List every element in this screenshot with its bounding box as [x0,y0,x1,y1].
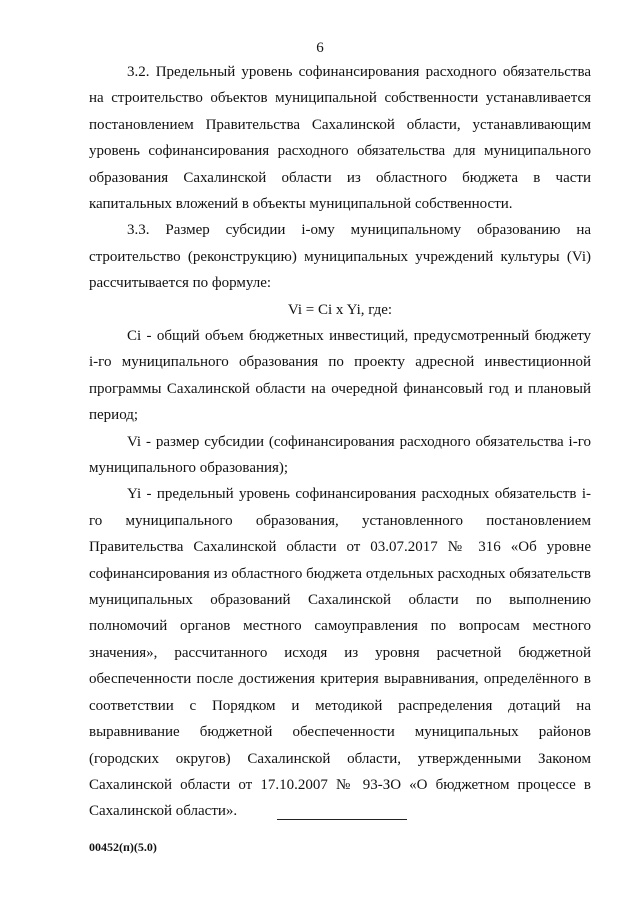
page-number: 6 [316,40,324,56]
paragraph-3-3: 3.3. Размер субсидии i-ому муниципальному образованию на строительство (реконструкцию) муниципальных учреждений культуры (Vi) рассчитывается по формуле: [89,222,591,292]
definition-ci: Ci - общий объем бюджетных инвестиций, предусмотренный бюджету i-го муниципального образования по проекту адресной инвестиционной программы Сахалинской области на очередной финансовый год и плановый период; [89,328,591,424]
formula-definitions [89,323,591,825]
subsidy-formula: Vi = Ci x Yi, где: [287,301,393,318]
paragraph-3-2: 3.2. Предельный уровень софинансирования расходного обязательства на строительство объектов муниципальной собственности устанавливается постановлением Правительства Сахалинской области, устанавливающим уровень софинансирования расходного обязательства для муниципального образования Сахалинской области из областного бюджета в части капитальных вложений в объекты муниципальной собственности. [89,64,591,213]
definition-yi: Yi - предельный уровень софинансирования расходных обязательств i-го муниципального образования, установленного постановлением Правительства Сахалинской области от 03.07.2017 № 316 «Об уровне софинансирования из областного бюджета отдельных расходных обязательств муниципальных образований Сахалинской области по выполнению полномочий органов местного самоуправления по вопросам местного значения», рассчитанного исходя из уровня расчетной бюджетной обеспеченности после достижения критерия выравнивания, определённого в соответствии с Порядком и методикой распределения дотаций на выравнивание бюджетной обеспеченности муниципальных районов (городских округов) Сахалинской области, утвержденными Законом Сахалинской области от 17.10.2007 № 93-ЗО «О бюджетном процессе в Сахалинской области». [89,486,591,820]
document-code: 00452(п)(5.0) [89,840,157,854]
definition-vi: Vi - размер субсидии (софинансирования расходного обязательства i-го муниципального образования); [89,433,591,477]
section-3-2-3-3 [89,59,591,323]
footer-divider [277,819,407,820]
